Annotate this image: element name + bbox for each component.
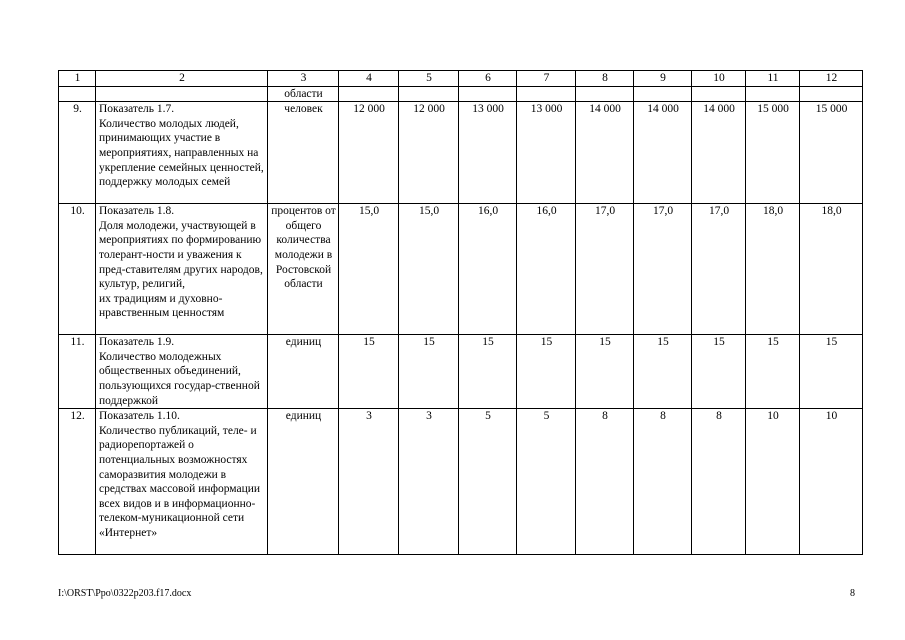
value-cell: 8 [692,409,746,555]
value-cell: 15 000 [746,102,800,204]
value-cell: 15 [339,335,399,409]
value-cell: 10 [746,409,800,555]
value-cell: 15 [399,335,459,409]
value-cell: 14 000 [576,102,634,204]
row-number: 11. [59,335,96,409]
value-cell: 16,0 [517,204,576,335]
value-cell: 15,0 [399,204,459,335]
value-cell: 16,0 [459,204,517,335]
table-row [59,204,863,335]
unit-cell: единиц [268,335,339,409]
value-cell: 12 000 [339,102,399,204]
value-cell: 5 [459,409,517,555]
header-cell: 2 [96,71,268,87]
value-cell: 8 [634,409,692,555]
header-cell: 5 [399,71,459,87]
value-cell: 15 [800,335,863,409]
value-cell: 15 [517,335,576,409]
value-cell: 18,0 [746,204,800,335]
value-cell: 3 [339,409,399,555]
header-cell: 4 [339,71,399,87]
header-cell: 3 [268,71,339,87]
value-cell: 17,0 [576,204,634,335]
header-cell: 7 [517,71,576,87]
value-cell: 18,0 [800,204,863,335]
row-number: 10. [59,204,96,335]
continuation-unit: области [268,86,339,102]
header-cell: 10 [692,71,746,87]
indicator-description: Показатель 1.7. Количество молодых людей, принимающих участие в мероприятиях, направленных на укрепление семейных ценностей, поддержку молодых семей [96,102,268,204]
value-cell: 14 000 [634,102,692,204]
value-cell: 5 [517,409,576,555]
header-cell: 11 [746,71,800,87]
column-numbers-row [59,71,863,87]
value-cell: 12 000 [399,102,459,204]
row-number: 12. [59,409,96,555]
unit-cell: единиц [268,409,339,555]
indicator-description: Показатель 1.9. Количество молодежных общественных объединений, пользующихся государ-ственной поддержкой [96,335,268,409]
value-cell: 13 000 [459,102,517,204]
indicators-table [58,70,863,555]
value-cell: 15 [634,335,692,409]
continuation-row [59,86,863,102]
page-number: 8 [850,588,855,599]
value-cell: 15 000 [800,102,863,204]
row-number: 9. [59,102,96,204]
value-cell: 3 [399,409,459,555]
header-cell: 9 [634,71,692,87]
value-cell: 15,0 [339,204,399,335]
value-cell: 10 [800,409,863,555]
header-cell: 6 [459,71,517,87]
value-cell: 15 [459,335,517,409]
value-cell: 17,0 [634,204,692,335]
indicator-description: Показатель 1.10. Количество публикаций, теле- и радиорепортажей о потенциальных возможностях саморазвития молодежи в средствах массовой информации всех видов и в информационно-телеком-муникационной сети «Интернет» [96,409,268,555]
table-row [59,409,863,555]
table-row [59,335,863,409]
unit-cell: человек [268,102,339,204]
value-cell: 17,0 [692,204,746,335]
unit-cell: процентов от общего количества молодежи в Ростовской области [268,204,339,335]
header-cell: 12 [800,71,863,87]
value-cell: 15 [692,335,746,409]
value-cell: 15 [746,335,800,409]
header-cell: 1 [59,71,96,87]
indicator-description: Показатель 1.8. Доля молодежи, участвующей в мероприятиях по формированию толерант-ности и уважения к пред-ставителям других народов, культур, религий, их традициям и духовно-нравственным ценностям [96,204,268,335]
value-cell: 13 000 [517,102,576,204]
value-cell: 8 [576,409,634,555]
table-row [59,102,863,204]
value-cell: 14 000 [692,102,746,204]
file-path-footer: I:\ORST\Ppo\0322p203.f17.docx [58,588,192,599]
header-cell: 8 [576,71,634,87]
value-cell: 15 [576,335,634,409]
